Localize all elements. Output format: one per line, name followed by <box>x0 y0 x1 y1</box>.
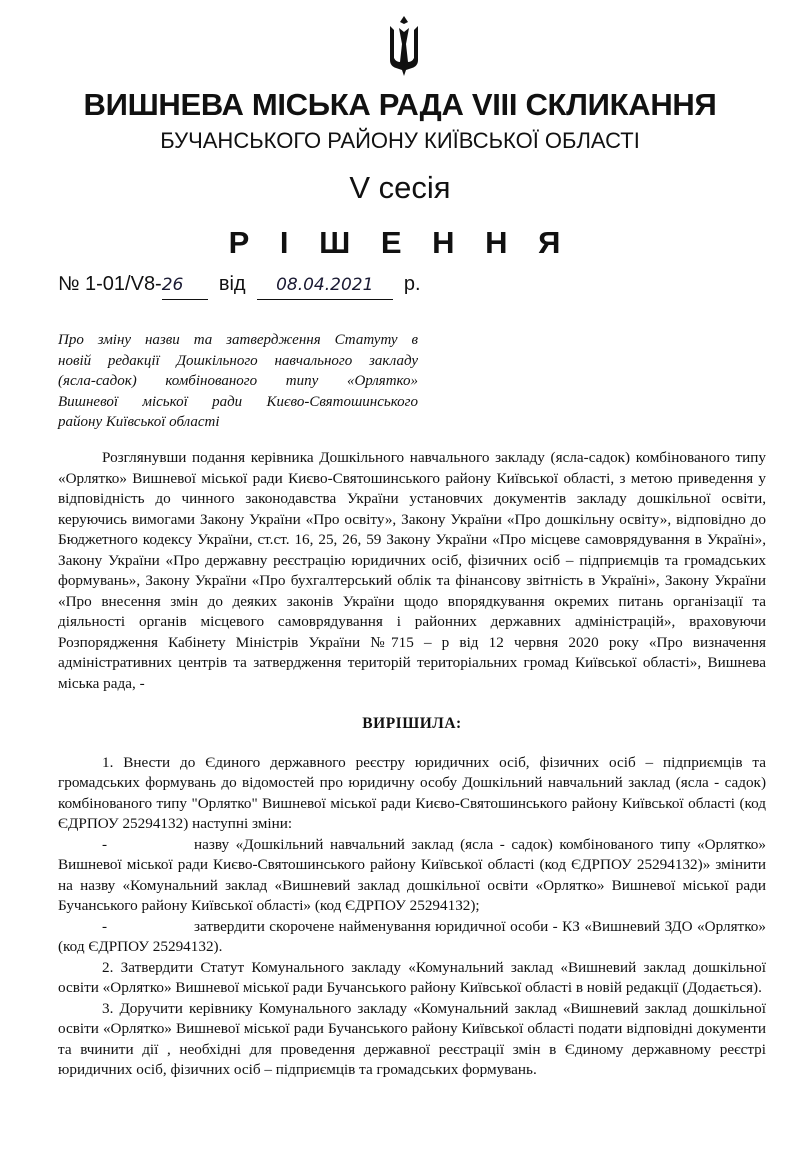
decision-number-line <box>58 270 421 300</box>
session-title: V сесія <box>349 170 451 205</box>
decision-subject <box>58 330 418 433</box>
decision-number-handwritten: 26 <box>161 275 184 295</box>
subject-line: (ясла-садок) комбінованого типу «Орлятко» <box>58 373 418 390</box>
preamble-paragraph: Розглянувши подання керівника Дошкільного навчального закладу (ясла-садок) комбінованого типу «Орлятко» Вишневої міської ради Києво-Святошинського району Київської області, з метою приведення у відповідність до чинного законодавства України установчих документів закладу дошкільної освіти, керуючись вимогами Закону України «Про освіту», Закону України «Про дошкільну освіту», відповідно до Бюджетного кодексу України, ст.ст. 16, 25, 26, 59 Закону України «Про місцеве самоврядування в Україні», Закону України «Про державну реєстрацію юридичних осіб, фізичних осіб – підприємців та громадських формувань», Закону України «Про бухгалтерський облік та фінансову звітність в Україні», Закону України «Про внесення змін до деяких законів України щодо впорядкування окремих питань організації та діяльності органів місцевого самоврядування і районних державних адміністрацій», враховуючи Розпорядження Кабінету Міністрів України №715 – р від 12 червня 2020 року «Про визначення адміністративних центрів та затвердження територій територіальних громад Київської області», Вишнева міська рада, - <box>58 449 766 692</box>
item-1: 1. Внести до Єдиного державного реєстру юридичних осіб, фізичних осіб – підприємців та громадських формувань до відомостей про юридичну особу Дошкільний навчальний заклад (ясла - садок) комбінованого типу "Орлятко" Вишневої міської ради Києво-Святошинського району Київської області (код ЄДРПОУ 25294132) наступні зміни: <box>58 753 766 832</box>
subject-line: Вишневої міської ради Києво-Святошинського <box>58 393 418 410</box>
coat-of-arms-icon <box>384 14 424 78</box>
decision-number-field <box>162 270 208 300</box>
dash-text: назву «Дошкільний навчальний заклад (ясла - садок) комбінованого типу «Орлятко» Вишневої міської ради Києво-Святошинського району Київської області (код ЄДРПОУ 25294132)» змінити на назву «Комунальний заклад «Вишневий заклад дошкільної освіти «Орлятко» Вишневої міської ради Бучанського району Київської області» (код ЄДРПОУ 25294132); <box>58 835 766 914</box>
subject-line: новій редакції Дошкільного навчального закладу <box>58 352 418 369</box>
resolved-heading: ВИРІШИЛА: <box>362 715 462 732</box>
council-name: ВИШНЕВА МІСЬКА РАДА VIII СКЛИКАННЯ <box>83 87 717 122</box>
subject-line: району Київської області <box>58 414 220 431</box>
item-1-dash-2 <box>58 917 766 958</box>
decision-number-prefix: № 1-01/V8- <box>58 273 162 295</box>
decision-body <box>58 448 766 1081</box>
dash-text: затвердити скорочене найменування юридичної особи - КЗ «Вишневий ЗДО «Орлятко» (код ЄДРПОУ 25294132). <box>58 917 766 955</box>
subject-line: Про зміну назви та затвердження Статуту в <box>58 332 418 348</box>
decision-title: Р І Ш Е Н Н Я <box>228 225 572 260</box>
year-suffix: р. <box>403 273 421 295</box>
item-2: 2. Затвердити Статут Комунального закладу «Комунальний заклад «Вишневий заклад дошкільної освіти «Орлятко» Вишневої міської ради Бучанського району Київської області в новій редакції (Додається). <box>58 958 766 996</box>
dash-marker: - <box>102 917 108 935</box>
decision-date-handwritten: 08.04.2021 <box>276 275 374 295</box>
district-name: БУЧАНСЬКОГО РАЙОНУ КИЇВСЬКОЇ ОБЛАСТІ <box>160 128 640 153</box>
item-1-dash-1 <box>58 835 766 917</box>
item-3: 3. Доручити керівнику Комунального закладу «Комунальний заклад «Вишневий заклад дошкільної освіти «Орлятко» Вишневої міської ради Бучанського району Київської області подати відповідні документи та вчинити дії , необхідні для проведення державної реєстрації змін в Єдиному державному реєстрі юридичних осіб, фізичних осіб – підприємців та громадських формувань. <box>58 999 766 1078</box>
decision-date-field <box>257 270 393 300</box>
dash-marker: - <box>102 835 108 853</box>
date-label: від <box>218 273 246 295</box>
